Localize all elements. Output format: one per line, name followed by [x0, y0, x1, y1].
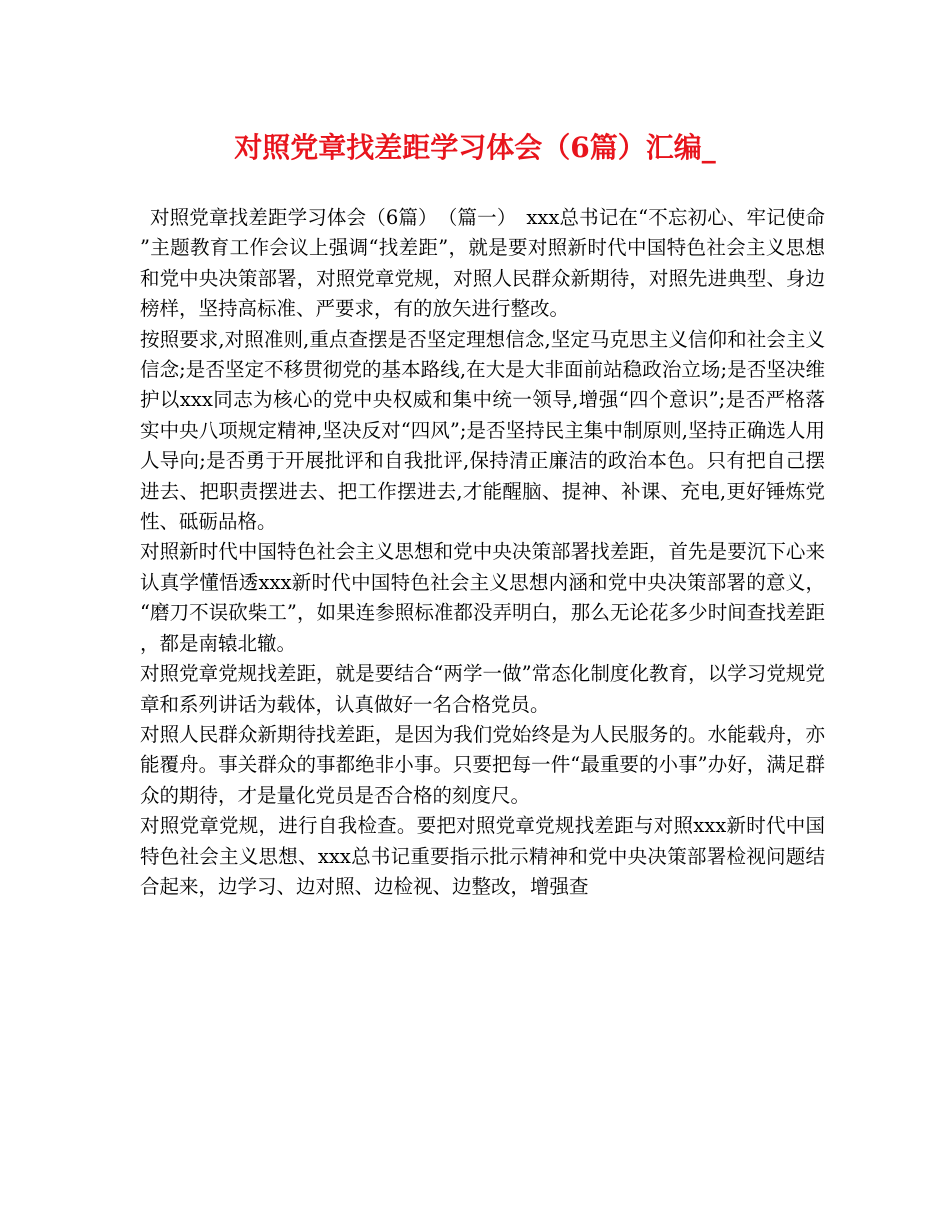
paragraph-2: 按照要求,对照准则,重点查摆是否坚定理想信念,坚定马克思主义信仰和社会主义信念;是否坚定不移贯彻党的基本路线,在大是大非面前站稳政治立场;是否坚决维护以xxx同志为核心的党中央权威和集中统一领导,增强“四个意识”;是否严格落实中央八项规定精神,坚决反对“四风”;是否坚持民主集中制原则,坚持正确选人用人导向;是否勇于开展批评和自我批评,保持清正廉洁的政治本色。只有把自己摆进去、把职责摆进去、把工作摆进去,才能醒脑、提神、补课、充电,更好锤炼党性、砥砺品格。: [140, 327, 825, 534]
paragraph-6: 对照党章党规，进行自我检查。要把对照党章党规找差距与对照xxx新时代中国特色社会主义思想、xxx总书记重要指示批示精神和党中央决策部署检视问题结合起来，边学习、边对照、边检视、边整改，增强查: [140, 814, 825, 898]
paragraph-4: 对照党章党规找差距，就是要结合“两学一做”常态化制度化教育，以学习党规党章和系列讲话为载体，认真做好一名合格党员。: [140, 662, 825, 716]
document-body: [140, 203, 825, 902]
paragraph-3: 对照新时代中国特色社会主义思想和党中央决策部署找差距，首先是要沉下心来认真学懂悟透xxx新时代中国特色社会主义思想内涵和党中央决策部署的意义，“磨刀不误砍柴工”，如果连参照标准都没弄明白，那么无论花多少时间查找差距，都是南辕北辙。: [140, 540, 825, 655]
paragraph-1: 对照党章找差距学习体会（6篇） （篇一） xxx总书记在“不忘初心、牢记使命”主题教育工作会议上强调“找差距”，就是要对照新时代中国特色社会主义思想和党中央决策部署，对照党章党规，对照人民群众新期待，对照先进典型、身边榜样，坚持高标准、严要求，有的放矢进行整改。: [140, 206, 825, 321]
document-title: 对照党章找差距学习体会（6篇）汇编_: [234, 131, 716, 164]
paragraph-5: 对照人民群众新期待找差距，是因为我们党始终是为人民服务的。水能载舟，亦能覆舟。事关群众的事都绝非小事。只要把每一件“最重要的小事”办好，满足群众的期待，才是量化党员是否合格的刻度尺。: [140, 722, 825, 807]
